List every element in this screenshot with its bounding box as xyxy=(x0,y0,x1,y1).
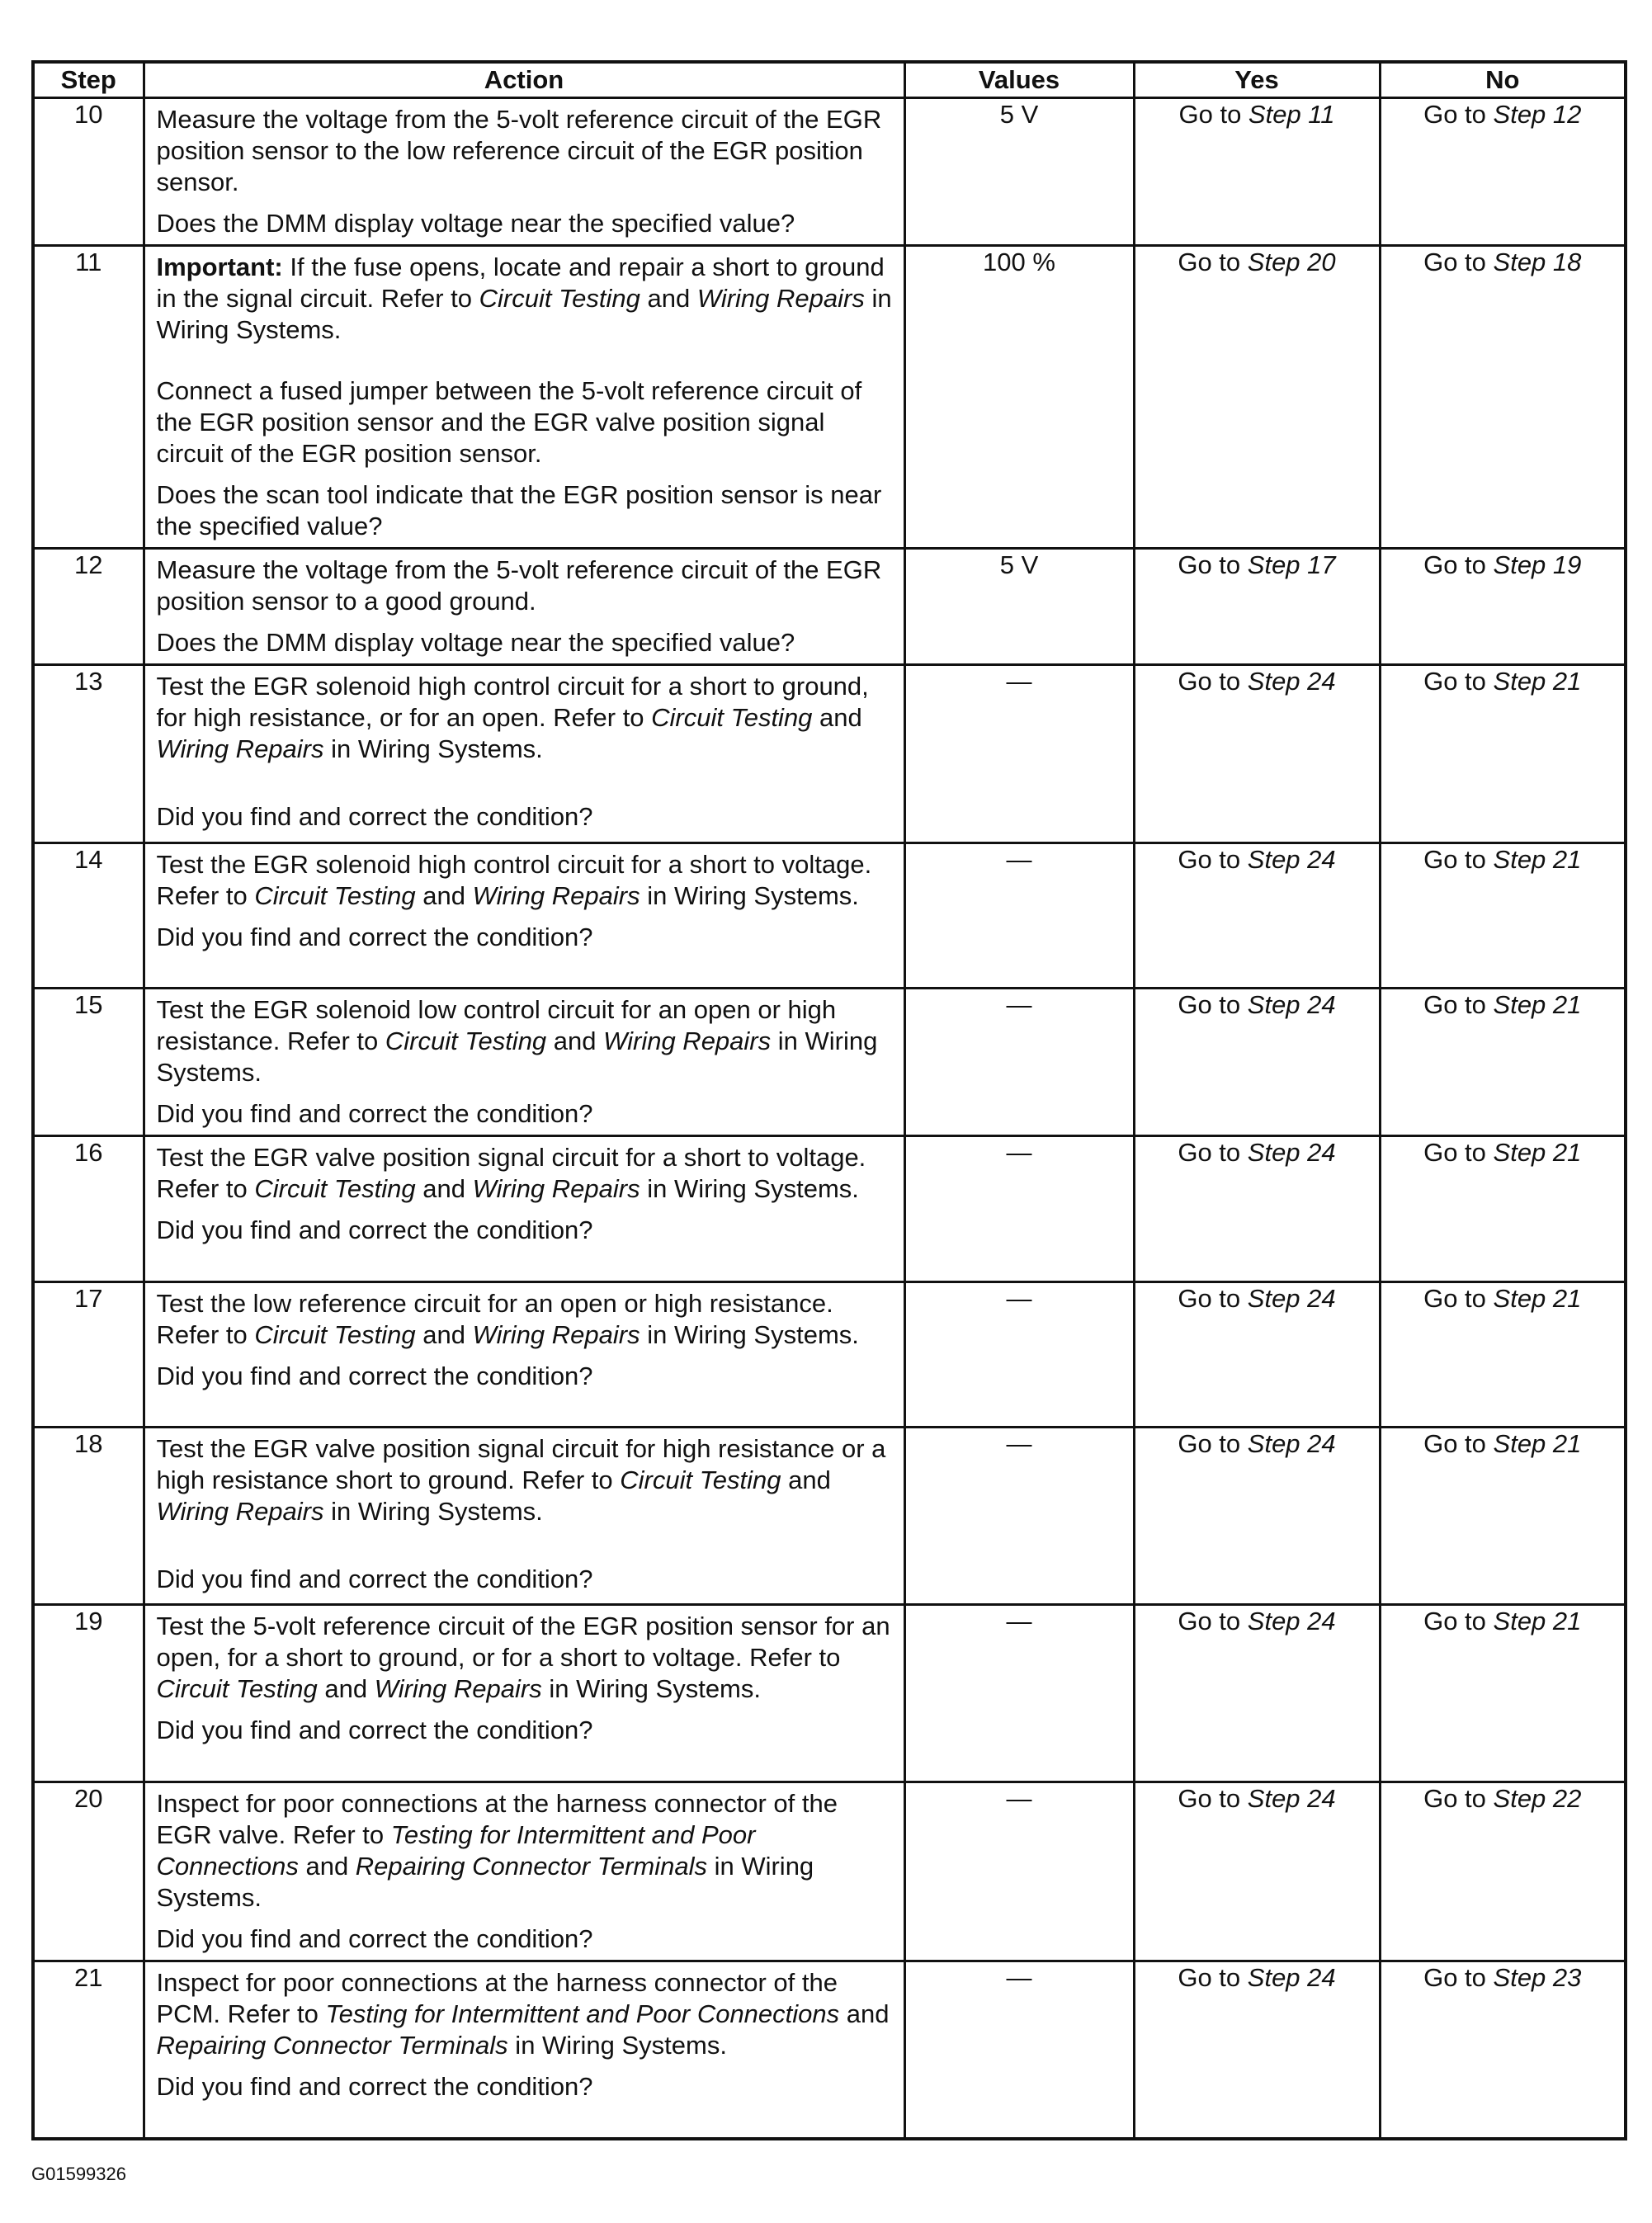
yes-goto-step: Step 24 xyxy=(1247,1607,1336,1635)
yes-goto-step: Step 24 xyxy=(1247,667,1336,696)
yes-goto-link xyxy=(1178,990,1335,1019)
no-cell xyxy=(1380,549,1626,665)
no-goto-prefix: Go to xyxy=(1423,667,1494,696)
action-cell xyxy=(144,1428,904,1605)
action-text: Measure the voltage from the 5-volt reference circuit of the EGR position sensor to the low reference circuit of the EGR position sensor. xyxy=(156,105,882,196)
action-cell xyxy=(144,1136,904,1282)
yes-goto-link xyxy=(1178,1963,1335,1992)
action-question: Did you find and correct the condition? xyxy=(156,1716,593,1744)
value-cell: — xyxy=(904,1605,1134,1782)
no-goto-link xyxy=(1423,1607,1581,1635)
no-cell xyxy=(1380,989,1626,1136)
yes-goto-link xyxy=(1178,667,1335,696)
table-row xyxy=(33,665,1626,843)
step-number: 17 xyxy=(33,1282,144,1428)
yes-goto-prefix: Go to xyxy=(1178,550,1248,579)
table-row xyxy=(33,1136,1626,1282)
yes-goto-step: Step 24 xyxy=(1247,1429,1336,1458)
no-goto-step: Step 21 xyxy=(1493,1429,1582,1458)
no-goto-prefix: Go to xyxy=(1423,1284,1494,1313)
action-text: Test the 5-volt reference circuit of the EGR position sensor for an open, for a short to ground, or for a short to voltage. Refer to Circuit Testing and Wiring Repairs in Wiring Systems. xyxy=(156,1612,890,1703)
step-number: 11 xyxy=(33,246,144,549)
yes-cell xyxy=(1134,989,1380,1136)
no-goto-prefix: Go to xyxy=(1423,990,1494,1019)
yes-goto-link xyxy=(1178,100,1334,129)
no-goto-prefix: Go to xyxy=(1423,1138,1494,1167)
action-question: Did you find and correct the condition? xyxy=(156,802,593,831)
yes-goto-prefix: Go to xyxy=(1178,248,1248,276)
yes-cell xyxy=(1134,1782,1380,1961)
no-goto-step: Step 21 xyxy=(1493,1284,1582,1313)
no-cell xyxy=(1380,1605,1626,1782)
no-goto-step: Step 21 xyxy=(1493,1607,1582,1635)
important-note xyxy=(157,252,895,346)
action-cell xyxy=(144,665,904,843)
action-question: Did you find and correct the condition? xyxy=(156,1215,593,1244)
action-text: Connect a fused jumper between the 5-volt reference circuit of the EGR position sensor and the EGR valve position signal circuit of the EGR position sensor. xyxy=(156,376,862,468)
yes-goto-step: Step 24 xyxy=(1247,1138,1336,1167)
no-goto-link xyxy=(1423,1784,1581,1813)
no-goto-prefix: Go to xyxy=(1423,100,1494,129)
step-number: 20 xyxy=(33,1782,144,1961)
value-cell: — xyxy=(904,1428,1134,1605)
yes-goto-prefix: Go to xyxy=(1178,1429,1248,1458)
no-goto-prefix: Go to xyxy=(1423,1607,1494,1635)
yes-goto-step: Step 20 xyxy=(1247,248,1336,276)
no-cell xyxy=(1380,246,1626,549)
yes-cell xyxy=(1134,98,1380,246)
no-goto-step: Step 21 xyxy=(1493,845,1582,874)
yes-goto-prefix: Go to xyxy=(1178,1607,1248,1635)
yes-goto-step: Step 24 xyxy=(1247,1963,1336,1992)
table-row xyxy=(33,843,1626,989)
yes-cell xyxy=(1134,549,1380,665)
no-goto-step: Step 21 xyxy=(1493,990,1582,1019)
no-cell xyxy=(1380,98,1626,246)
yes-goto-link xyxy=(1178,550,1335,579)
step-number: 15 xyxy=(33,989,144,1136)
no-goto-link xyxy=(1423,1284,1581,1313)
header-no: No xyxy=(1380,62,1626,98)
no-cell xyxy=(1380,843,1626,989)
action-text: Test the EGR solenoid low control circuit for an open or high resistance. Refer to Circuit Testing and Wiring Repairs in Wiring Systems. xyxy=(156,995,878,1087)
yes-goto-step: Step 24 xyxy=(1247,845,1336,874)
table-row xyxy=(33,1961,1626,2139)
value-cell: 100 % xyxy=(904,246,1134,549)
yes-cell xyxy=(1134,246,1380,549)
action-text: Test the EGR valve position signal circuit for a short to voltage. Refer to Circuit Testing and Wiring Repairs in Wiring Systems. xyxy=(156,1143,866,1203)
no-goto-link xyxy=(1423,990,1581,1019)
important-text: If the fuse opens, locate and repair a short to ground in the signal circuit. Refer to Circuit Testing and Wiring Repairs in Wiring Systems. xyxy=(156,253,892,344)
table-row xyxy=(33,1282,1626,1428)
action-cell xyxy=(144,246,904,549)
no-goto-prefix: Go to xyxy=(1423,845,1494,874)
yes-goto-step: Step 24 xyxy=(1247,1284,1336,1313)
action-text: Measure the voltage from the 5-volt reference circuit of the EGR position sensor to a good ground. xyxy=(156,555,882,616)
no-goto-link xyxy=(1423,1138,1581,1167)
action-question: Does the DMM display voltage near the specified value? xyxy=(156,209,795,238)
yes-cell xyxy=(1134,1428,1380,1605)
important-label: Important: xyxy=(156,253,283,281)
yes-goto-link xyxy=(1178,1607,1335,1635)
step-number: 13 xyxy=(33,665,144,843)
action-question: Does the scan tool indicate that the EGR position sensor is near the specified value? xyxy=(156,480,882,540)
no-goto-link xyxy=(1423,667,1581,696)
table-row xyxy=(33,1428,1626,1605)
action-question: Does the DMM display voltage near the specified value? xyxy=(156,628,795,657)
yes-goto-link xyxy=(1178,248,1335,276)
action-text: Test the low reference circuit for an open or high resistance. Refer to Circuit Testing and Wiring Repairs in Wiring Systems. xyxy=(156,1289,859,1349)
no-goto-step: Step 23 xyxy=(1493,1963,1582,1992)
yes-goto-step: Step 24 xyxy=(1247,1784,1336,1813)
no-goto-prefix: Go to xyxy=(1423,550,1494,579)
yes-goto-prefix: Go to xyxy=(1178,1784,1248,1813)
action-cell xyxy=(144,1961,904,2139)
table-row xyxy=(33,1605,1626,1782)
yes-cell xyxy=(1134,1605,1380,1782)
action-question: Did you find and correct the condition? xyxy=(156,923,593,951)
no-cell xyxy=(1380,1136,1626,1282)
no-cell xyxy=(1380,1782,1626,1961)
action-cell xyxy=(144,98,904,246)
no-goto-step: Step 21 xyxy=(1493,667,1582,696)
step-number: 14 xyxy=(33,843,144,989)
step-number: 12 xyxy=(33,549,144,665)
no-goto-step: Step 19 xyxy=(1493,550,1582,579)
action-question: Did you find and correct the condition? xyxy=(156,1099,593,1128)
table-row xyxy=(33,246,1626,549)
no-goto-link xyxy=(1423,1429,1581,1458)
value-cell: — xyxy=(904,843,1134,989)
no-cell xyxy=(1380,1282,1626,1428)
no-goto-prefix: Go to xyxy=(1423,1963,1494,1992)
no-goto-link xyxy=(1423,550,1581,579)
no-cell xyxy=(1380,1428,1626,1605)
no-cell xyxy=(1380,1961,1626,2139)
step-number: 18 xyxy=(33,1428,144,1605)
figure-id: G01599326 xyxy=(31,2164,126,2184)
diagnostic-steps-table xyxy=(31,60,1627,2140)
action-question: Did you find and correct the condition? xyxy=(156,1924,593,1953)
step-number: 16 xyxy=(33,1136,144,1282)
action-cell xyxy=(144,1782,904,1961)
yes-goto-link xyxy=(1178,1429,1335,1458)
value-cell: — xyxy=(904,989,1134,1136)
no-cell xyxy=(1380,665,1626,843)
table-row xyxy=(33,989,1626,1136)
no-goto-link xyxy=(1423,1963,1581,1992)
yes-goto-step: Step 11 xyxy=(1248,100,1335,129)
yes-goto-prefix: Go to xyxy=(1178,1138,1248,1167)
yes-cell xyxy=(1134,843,1380,989)
yes-goto-prefix: Go to xyxy=(1178,845,1248,874)
no-goto-prefix: Go to xyxy=(1423,1784,1494,1813)
value-cell: — xyxy=(904,1136,1134,1282)
no-goto-link xyxy=(1423,248,1581,276)
header-step: Step xyxy=(33,62,144,98)
yes-goto-link xyxy=(1178,1284,1335,1313)
header-values: Values xyxy=(904,62,1134,98)
yes-goto-link xyxy=(1178,845,1335,874)
action-text: Test the EGR solenoid high control circuit for a short to ground, for high resistance, or for an open. Refer to Circuit Testing and Wiring Repairs in Wiring Systems. xyxy=(156,672,869,763)
yes-goto-prefix: Go to xyxy=(1178,1963,1248,1992)
value-cell: — xyxy=(904,1782,1134,1961)
yes-cell xyxy=(1134,1961,1380,2139)
yes-cell xyxy=(1134,1282,1380,1428)
no-goto-link xyxy=(1423,845,1581,874)
action-cell xyxy=(144,843,904,989)
step-number: 10 xyxy=(33,98,144,246)
action-cell xyxy=(144,1605,904,1782)
yes-goto-prefix: Go to xyxy=(1178,990,1248,1019)
no-goto-step: Step 18 xyxy=(1493,248,1582,276)
table-row xyxy=(33,98,1626,246)
action-text: Test the EGR valve position signal circuit for high resistance or a high resistance short to ground. Refer to Circuit Testing and Wiring Repairs in Wiring Systems. xyxy=(156,1434,886,1526)
step-number: 19 xyxy=(33,1605,144,1782)
action-cell xyxy=(144,989,904,1136)
yes-cell xyxy=(1134,665,1380,843)
action-question: Did you find and correct the condition? xyxy=(156,1362,593,1390)
no-goto-prefix: Go to xyxy=(1423,248,1494,276)
yes-goto-prefix: Go to xyxy=(1178,100,1248,129)
no-goto-step: Step 21 xyxy=(1493,1138,1582,1167)
action-text: Test the EGR solenoid high control circuit for a short to voltage. Refer to Circuit Testing and Wiring Repairs in Wiring Systems. xyxy=(156,850,872,910)
action-cell xyxy=(144,549,904,665)
no-goto-step: Step 22 xyxy=(1493,1784,1582,1813)
table-header-row xyxy=(33,62,1626,98)
value-cell: 5 V xyxy=(904,549,1134,665)
table-row xyxy=(33,1782,1626,1961)
header-action: Action xyxy=(144,62,904,98)
yes-goto-step: Step 17 xyxy=(1247,550,1336,579)
yes-goto-prefix: Go to xyxy=(1178,1284,1248,1313)
yes-cell xyxy=(1134,1136,1380,1282)
yes-goto-step: Step 24 xyxy=(1247,990,1336,1019)
no-goto-prefix: Go to xyxy=(1423,1429,1494,1458)
value-cell: 5 V xyxy=(904,98,1134,246)
action-question: Did you find and correct the condition? xyxy=(156,2072,593,2101)
action-question: Did you find and correct the condition? xyxy=(156,1565,593,1593)
action-text: Inspect for poor connections at the harness connector of the PCM. Refer to Testing for Intermittent and Poor Connections and Repairing Connector Terminals in Wiring Systems. xyxy=(156,1968,890,2060)
action-text: Inspect for poor connections at the harness connector of the EGR valve. Refer to Testing for Intermittent and Poor Connections and Repairing Connector Terminals in Wiring Systems. xyxy=(156,1789,838,1912)
action-cell xyxy=(144,1282,904,1428)
yes-goto-prefix: Go to xyxy=(1178,667,1248,696)
step-number: 21 xyxy=(33,1961,144,2139)
value-cell: — xyxy=(904,665,1134,843)
no-goto-link xyxy=(1423,100,1581,129)
header-yes: Yes xyxy=(1134,62,1380,98)
no-goto-step: Step 12 xyxy=(1493,100,1582,129)
table-row xyxy=(33,549,1626,665)
yes-goto-link xyxy=(1178,1784,1335,1813)
yes-goto-link xyxy=(1178,1138,1335,1167)
value-cell: — xyxy=(904,1282,1134,1428)
value-cell: — xyxy=(904,1961,1134,2139)
